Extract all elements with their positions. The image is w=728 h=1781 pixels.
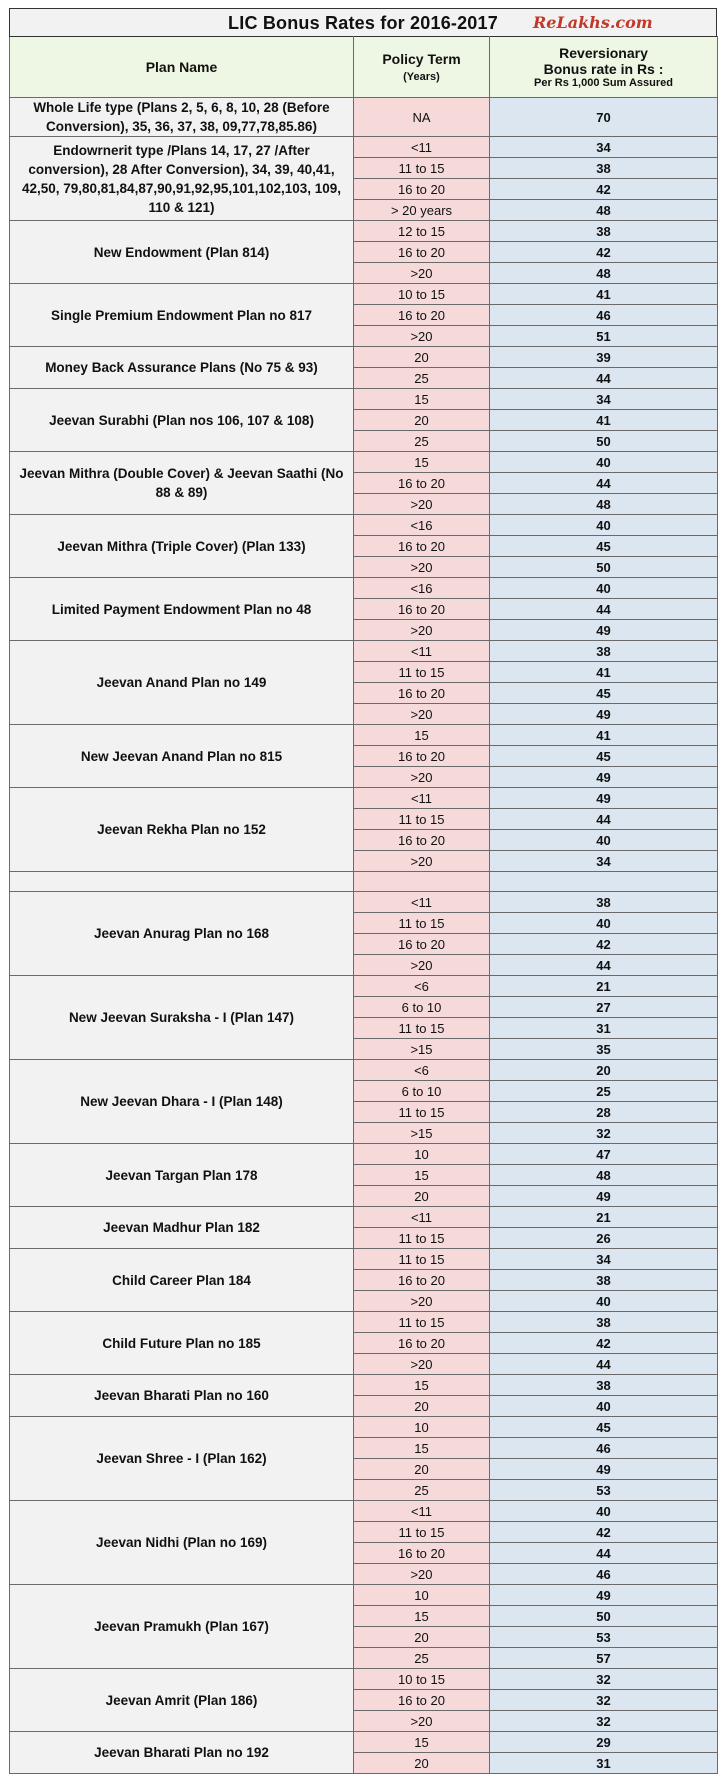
policy-term-cell: 15 — [354, 1165, 490, 1186]
table-row — [10, 976, 718, 997]
policy-term-cell: >20 — [354, 955, 490, 976]
table-row — [10, 515, 718, 536]
table-row — [10, 1207, 718, 1228]
bonus-rate-cell: 47 — [490, 1144, 718, 1165]
table-row — [10, 1669, 718, 1690]
policy-term-cell: 16 to 20 — [354, 305, 490, 326]
policy-term-cell: >15 — [354, 1039, 490, 1060]
policy-term-cell: <11 — [354, 1501, 490, 1522]
header-term-label: Policy Term — [382, 51, 461, 67]
bonus-rate-cell: 28 — [490, 1102, 718, 1123]
policy-term-cell: 16 to 20 — [354, 242, 490, 263]
bonus-rate-cell: 51 — [490, 326, 718, 347]
policy-term-cell: 15 — [354, 389, 490, 410]
policy-term-cell: > 20 years — [354, 200, 490, 221]
policy-term-cell: 16 to 20 — [354, 830, 490, 851]
policy-term-cell: 11 to 15 — [354, 1522, 490, 1543]
policy-term-cell: 10 to 15 — [354, 284, 490, 305]
bonus-rate-cell: 27 — [490, 997, 718, 1018]
policy-term-cell: >20 — [354, 704, 490, 725]
policy-term-cell: 20 — [354, 1186, 490, 1207]
policy-term-cell: 11 to 15 — [354, 1249, 490, 1270]
bonus-rate-cell: 53 — [490, 1627, 718, 1648]
policy-term-cell: 25 — [354, 1480, 490, 1501]
bonus-rate-cell: 42 — [490, 1333, 718, 1354]
policy-term-cell: 11 to 15 — [354, 158, 490, 179]
bonus-rate-cell: 34 — [490, 851, 718, 872]
bonus-rate-cell: 44 — [490, 1354, 718, 1375]
table-row — [10, 98, 718, 137]
bonus-rate-cell: 50 — [490, 557, 718, 578]
bonus-rate-cell: 41 — [490, 410, 718, 431]
plan-name-cell: Single Premium Endowment Plan no 817 — [10, 284, 354, 347]
bonus-rate-cell: 49 — [490, 704, 718, 725]
table-row — [10, 1375, 718, 1396]
plan-name-cell — [10, 872, 354, 892]
policy-term-cell: <16 — [354, 578, 490, 599]
bonus-rate-cell: 49 — [490, 788, 718, 809]
bonus-rate-cell: 34 — [490, 389, 718, 410]
plan-name-cell: Jeevan Bharati Plan no 160 — [10, 1375, 354, 1417]
plan-name-cell: New Endowment (Plan 814) — [10, 221, 354, 284]
policy-term-cell: 12 to 15 — [354, 221, 490, 242]
policy-term-cell: >20 — [354, 851, 490, 872]
policy-term-cell: 16 to 20 — [354, 179, 490, 200]
bonus-rate-cell: 44 — [490, 473, 718, 494]
bonus-rate-cell: 45 — [490, 1417, 718, 1438]
policy-term-cell: >20 — [354, 1291, 490, 1312]
policy-term-cell: 25 — [354, 431, 490, 452]
policy-term-cell: 6 to 10 — [354, 1081, 490, 1102]
table-row — [10, 1060, 718, 1081]
header-plan-name — [10, 37, 354, 98]
bonus-rate-cell: 48 — [490, 494, 718, 515]
plan-name-cell: Jeevan Pramukh (Plan 167) — [10, 1585, 354, 1669]
plan-name-cell: Limited Payment Endowment Plan no 48 — [10, 578, 354, 641]
table-header-row — [10, 37, 718, 98]
bonus-rate-cell: 21 — [490, 976, 718, 997]
bonus-rate-cell — [490, 872, 718, 892]
table-row — [10, 578, 718, 599]
policy-term-cell: 11 to 15 — [354, 662, 490, 683]
policy-term-cell: <6 — [354, 976, 490, 997]
table-row — [10, 137, 718, 158]
plan-name-cell: Jeevan Rekha Plan no 152 — [10, 788, 354, 872]
plan-name-cell: Endowrnerit type /Plans 14, 17, 27 /After conversion), 28 After Conversion), 34, 39, 40,41, 42,50, 79,80,81,84,87,90,91,92,95,101,102,103, 109, 110 & 121) — [10, 137, 354, 221]
policy-term-cell: 15 — [354, 1606, 490, 1627]
bonus-rate-cell: 42 — [490, 934, 718, 955]
table-row — [10, 1249, 718, 1270]
plan-name-cell: Jeevan Surabhi (Plan nos 106, 107 & 108) — [10, 389, 354, 452]
bonus-rate-cell: 25 — [490, 1081, 718, 1102]
table-row — [10, 1312, 718, 1333]
policy-term-cell: NA — [354, 98, 490, 137]
bonus-rate-cell: 45 — [490, 683, 718, 704]
policy-term-cell: 25 — [354, 368, 490, 389]
table-row — [10, 389, 718, 410]
bonus-rate-cell: 31 — [490, 1753, 718, 1774]
policy-term-cell: 10 — [354, 1144, 490, 1165]
bonus-rate-cell: 39 — [490, 347, 718, 368]
bonus-rate-cell: 41 — [490, 662, 718, 683]
policy-term-cell: <6 — [354, 1060, 490, 1081]
bonus-rate-cell: 29 — [490, 1732, 718, 1753]
policy-term-cell: >20 — [354, 263, 490, 284]
bonus-rate-cell: 48 — [490, 200, 718, 221]
bonus-rate-cell: 50 — [490, 431, 718, 452]
bonus-rate-cell: 45 — [490, 536, 718, 557]
policy-term-cell: >20 — [354, 767, 490, 788]
bonus-rate-cell: 34 — [490, 1249, 718, 1270]
policy-term-cell: 6 to 10 — [354, 997, 490, 1018]
bonus-rate-cell: 49 — [490, 1186, 718, 1207]
table-row — [10, 347, 718, 368]
table-row — [10, 641, 718, 662]
policy-term-cell: <11 — [354, 892, 490, 913]
bonus-rate-cell: 35 — [490, 1039, 718, 1060]
policy-term-cell: <11 — [354, 788, 490, 809]
bonus-rate-cell: 34 — [490, 137, 718, 158]
plan-name-cell: Jeevan Mithra (Triple Cover) (Plan 133) — [10, 515, 354, 578]
bonus-rate-cell: 49 — [490, 1585, 718, 1606]
policy-term-cell: >20 — [354, 494, 490, 515]
header-policy-term — [354, 37, 490, 98]
bonus-rates-document — [9, 8, 717, 1774]
policy-term-cell: 11 to 15 — [354, 1228, 490, 1249]
plan-name-cell: Jeevan Anand Plan no 149 — [10, 641, 354, 725]
policy-term-cell: 16 to 20 — [354, 934, 490, 955]
header-rate-sub: Per Rs 1,000 Sum Assured — [534, 77, 673, 89]
header-bonus-rate — [490, 37, 718, 98]
bonus-rate-cell: 44 — [490, 368, 718, 389]
brand-logo-text: ReLakhs.com — [533, 13, 653, 32]
plan-name-cell: Jeevan Anurag Plan no 168 — [10, 892, 354, 976]
policy-term-cell: 15 — [354, 452, 490, 473]
bonus-rate-cell: 38 — [490, 1270, 718, 1291]
bonus-rate-cell: 32 — [490, 1669, 718, 1690]
plan-name-cell: Money Back Assurance Plans (No 75 & 93) — [10, 347, 354, 389]
bonus-rate-cell: 50 — [490, 1606, 718, 1627]
policy-term-cell: 16 to 20 — [354, 1543, 490, 1564]
bonus-rate-cell: 40 — [490, 515, 718, 536]
plan-name-cell: Child Career Plan 184 — [10, 1249, 354, 1312]
policy-term-cell: <11 — [354, 641, 490, 662]
bonus-rate-cell: 40 — [490, 1291, 718, 1312]
policy-term-cell: >20 — [354, 1711, 490, 1732]
bonus-rate-cell: 46 — [490, 1438, 718, 1459]
plan-name-cell: New Jeevan Anand Plan no 815 — [10, 725, 354, 788]
policy-term-cell: 15 — [354, 1438, 490, 1459]
bonus-rate-cell: 32 — [490, 1690, 718, 1711]
bonus-rate-cell: 48 — [490, 263, 718, 284]
plan-name-cell: Jeevan Nidhi (Plan no 169) — [10, 1501, 354, 1585]
policy-term-cell: 16 to 20 — [354, 599, 490, 620]
bonus-rate-cell: 44 — [490, 599, 718, 620]
table-row — [10, 725, 718, 746]
bonus-rate-cell: 41 — [490, 725, 718, 746]
policy-term-cell: 10 — [354, 1585, 490, 1606]
table-row — [10, 1501, 718, 1522]
policy-term-cell: 25 — [354, 1648, 490, 1669]
bonus-rate-cell: 40 — [490, 578, 718, 599]
bonus-rate-cell: 42 — [490, 242, 718, 263]
bonus-rate-cell: 42 — [490, 179, 718, 200]
bonus-rate-cell: 40 — [490, 1501, 718, 1522]
policy-term-cell: 16 to 20 — [354, 1270, 490, 1291]
plan-name-cell: Child Future Plan no 185 — [10, 1312, 354, 1375]
policy-term-cell: 11 to 15 — [354, 1018, 490, 1039]
table-row — [10, 1144, 718, 1165]
bonus-rate-cell: 38 — [490, 1312, 718, 1333]
bonus-rate-cell: 40 — [490, 452, 718, 473]
policy-term-cell: >20 — [354, 1564, 490, 1585]
header-rate-line1: Reversionary — [559, 45, 648, 61]
bonus-rate-cell: 46 — [490, 1564, 718, 1585]
bonus-rate-cell: 45 — [490, 746, 718, 767]
policy-term-cell: 16 to 20 — [354, 473, 490, 494]
policy-term-cell: 20 — [354, 1753, 490, 1774]
bonus-rate-cell: 42 — [490, 1522, 718, 1543]
table-row — [10, 284, 718, 305]
bonus-rate-cell: 26 — [490, 1228, 718, 1249]
bonus-rate-cell: 44 — [490, 1543, 718, 1564]
bonus-rate-cell: 38 — [490, 221, 718, 242]
plan-name-cell: Whole Life type (Plans 2, 5, 6, 8, 10, 28 (Before Conversion), 35, 36, 37, 38, 09,77,78,85.86) — [10, 98, 354, 137]
policy-term-cell: 20 — [354, 1627, 490, 1648]
bonus-rate-cell: 46 — [490, 305, 718, 326]
policy-term-cell: 16 to 20 — [354, 1690, 490, 1711]
bonus-rate-cell: 49 — [490, 767, 718, 788]
table-row — [10, 892, 718, 913]
bonus-rate-cell: 40 — [490, 1396, 718, 1417]
table-row — [10, 1732, 718, 1753]
title-bar — [9, 8, 717, 36]
bonus-rate-cell: 20 — [490, 1060, 718, 1081]
header-plan-label: Plan Name — [145, 59, 218, 75]
policy-term-cell: >20 — [354, 620, 490, 641]
policy-term-cell: 16 to 20 — [354, 746, 490, 767]
plan-name-cell: New Jeevan Suraksha - I (Plan 147) — [10, 976, 354, 1060]
bonus-rate-cell: 53 — [490, 1480, 718, 1501]
table-row — [10, 872, 718, 892]
policy-term-cell: <11 — [354, 137, 490, 158]
policy-term-cell: >20 — [354, 557, 490, 578]
policy-term-cell: 16 to 20 — [354, 1333, 490, 1354]
bonus-rate-cell: 49 — [490, 620, 718, 641]
plan-name-cell: Jeevan Mithra (Double Cover) & Jeevan Saathi (No 88 & 89) — [10, 452, 354, 515]
table-row — [10, 1417, 718, 1438]
policy-term-cell — [354, 872, 490, 892]
bonus-rate-cell: 32 — [490, 1123, 718, 1144]
policy-term-cell: 15 — [354, 725, 490, 746]
plan-name-cell: Jeevan Madhur Plan 182 — [10, 1207, 354, 1249]
policy-term-cell: >15 — [354, 1123, 490, 1144]
policy-term-cell: 15 — [354, 1375, 490, 1396]
policy-term-cell: 11 to 15 — [354, 1102, 490, 1123]
policy-term-cell: 11 to 15 — [354, 913, 490, 934]
plan-name-cell: Jeevan Targan Plan 178 — [10, 1144, 354, 1207]
bonus-rate-cell: 48 — [490, 1165, 718, 1186]
bonus-rate-cell: 40 — [490, 830, 718, 851]
bonus-rate-cell: 44 — [490, 955, 718, 976]
policy-term-cell: >20 — [354, 326, 490, 347]
bonus-rate-cell: 31 — [490, 1018, 718, 1039]
policy-term-cell: 20 — [354, 1459, 490, 1480]
bonus-rate-cell: 38 — [490, 892, 718, 913]
bonus-rate-cell: 49 — [490, 1459, 718, 1480]
policy-term-cell: 11 to 15 — [354, 809, 490, 830]
policy-term-cell: 10 to 15 — [354, 1669, 490, 1690]
bonus-rate-cell: 38 — [490, 641, 718, 662]
policy-term-cell: 20 — [354, 410, 490, 431]
bonus-rate-cell: 44 — [490, 809, 718, 830]
plan-name-cell: Jeevan Shree - I (Plan 162) — [10, 1417, 354, 1501]
plan-name-cell: Jeevan Bharati Plan no 192 — [10, 1732, 354, 1774]
bonus-rate-cell: 32 — [490, 1711, 718, 1732]
policy-term-cell: 16 to 20 — [354, 683, 490, 704]
policy-term-cell: >20 — [354, 1354, 490, 1375]
bonus-rate-cell: 21 — [490, 1207, 718, 1228]
bonus-rates-table — [9, 36, 718, 1774]
table-row — [10, 788, 718, 809]
bonus-rate-cell: 57 — [490, 1648, 718, 1669]
policy-term-cell: 16 to 20 — [354, 536, 490, 557]
header-rate-line2: Bonus rate in Rs : — [543, 61, 664, 77]
table-row — [10, 221, 718, 242]
bonus-rate-cell: 40 — [490, 913, 718, 934]
bonus-rate-cell: 38 — [490, 1375, 718, 1396]
plan-name-cell: New Jeevan Dhara - I (Plan 148) — [10, 1060, 354, 1144]
bonus-rate-cell: 38 — [490, 158, 718, 179]
header-term-sub: (Years) — [403, 71, 440, 83]
policy-term-cell: 11 to 15 — [354, 1312, 490, 1333]
table-row — [10, 1585, 718, 1606]
policy-term-cell: <11 — [354, 1207, 490, 1228]
policy-term-cell: 15 — [354, 1732, 490, 1753]
plan-name-cell: Jeevan Amrit (Plan 186) — [10, 1669, 354, 1732]
table-row — [10, 452, 718, 473]
policy-term-cell: <16 — [354, 515, 490, 536]
page-title: LIC Bonus Rates for 2016-2017 — [228, 13, 498, 33]
policy-term-cell: 10 — [354, 1417, 490, 1438]
bonus-rate-cell: 41 — [490, 284, 718, 305]
policy-term-cell: 20 — [354, 1396, 490, 1417]
policy-term-cell: 20 — [354, 347, 490, 368]
bonus-rate-cell: 70 — [490, 98, 718, 137]
